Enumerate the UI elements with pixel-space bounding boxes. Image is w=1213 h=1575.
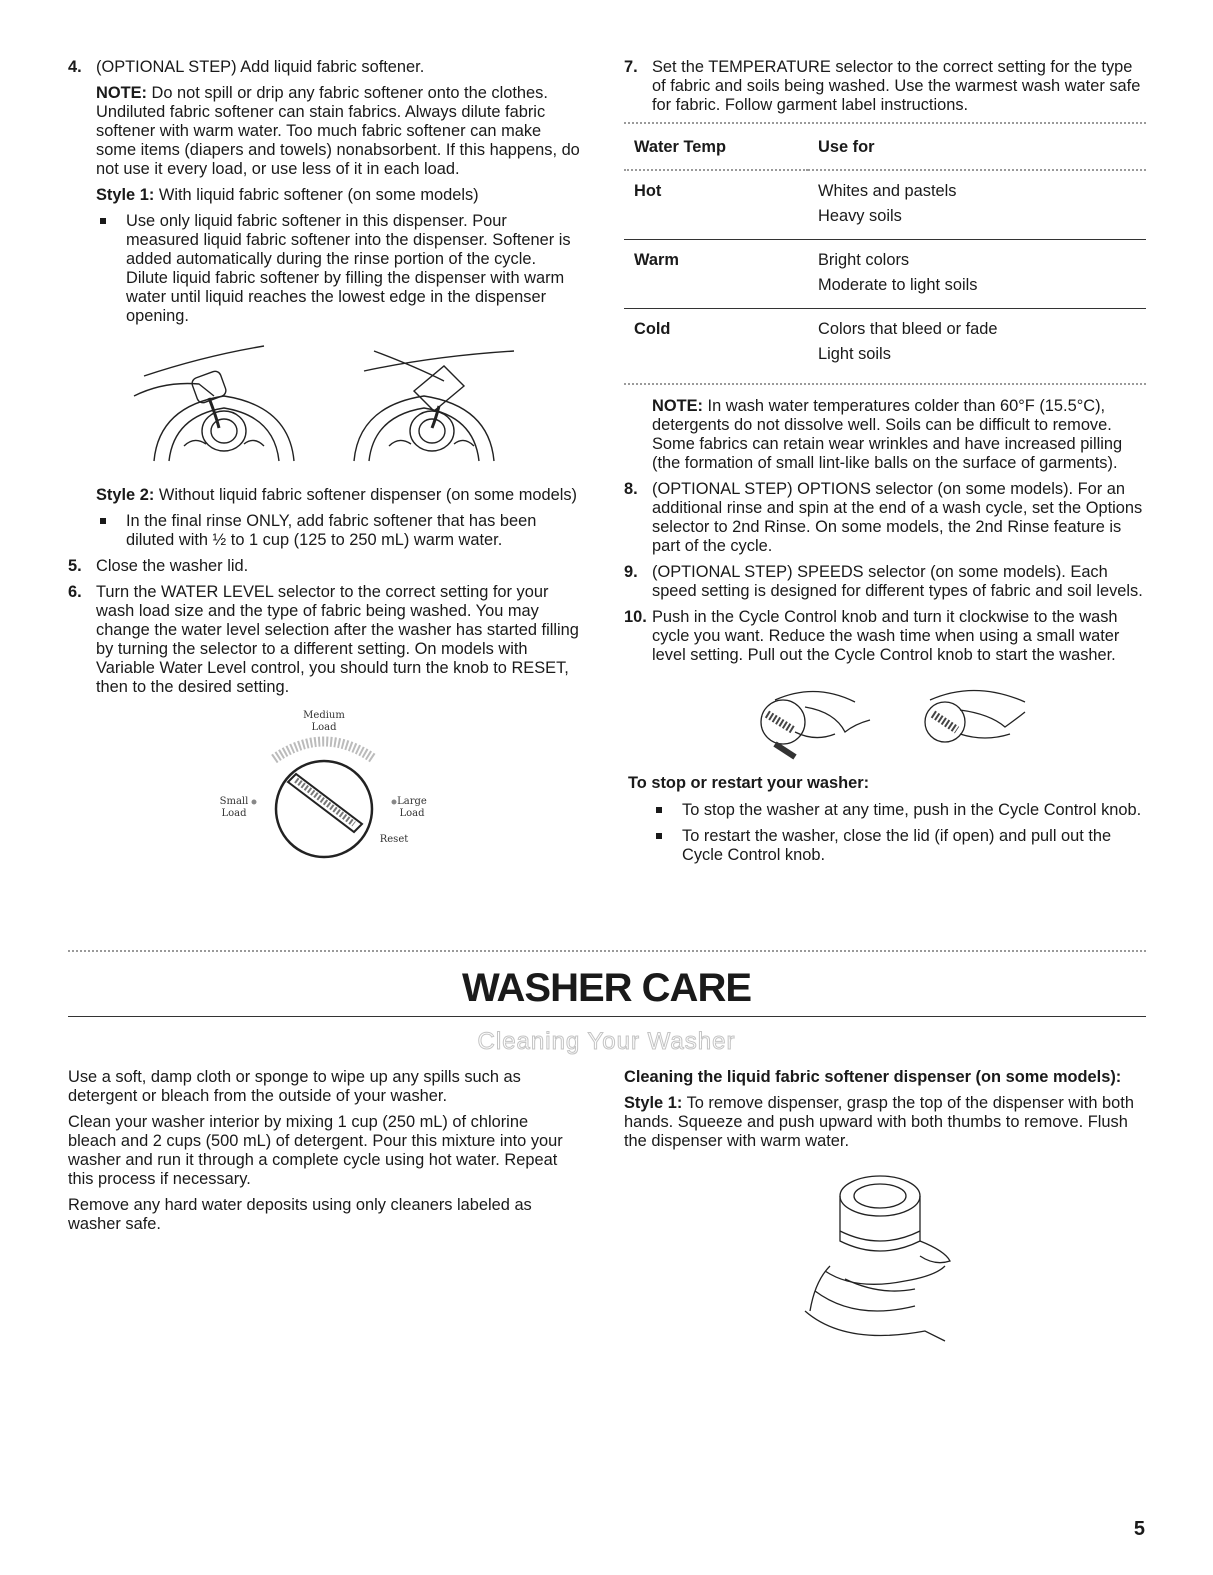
care-paragraph: Remove any hard water deposits using only cleaners labeled as washer safe. <box>68 1196 532 1233</box>
note-text: Do not spill or drip any fabric softener onto the clothes. Undiluted fabric softener can stain fabrics. Always dilute fabric softener with warm water. Too much fabric softener can make some items (diapers and towels) nonabsorbent. If this happens, do not use it every load, or use less of it in each load. <box>96 84 580 178</box>
bullet-square-icon <box>100 218 106 224</box>
water-temp-table <box>624 130 1146 377</box>
style-2-heading <box>68 486 580 505</box>
pour-softener-illustration <box>114 336 534 476</box>
water-level-dial-illustration <box>204 704 444 864</box>
table-row <box>624 170 1146 240</box>
step-number: 6. <box>68 583 82 601</box>
step-number: 5. <box>68 557 82 575</box>
style-1-heading <box>68 186 580 205</box>
table-header-row <box>624 130 1146 170</box>
step-4 <box>68 58 580 77</box>
style-text: To remove dispenser, grasp the top of the dispenser with both hands. Squeeze and push upward with both thumbs to remove. Flush the dispenser with warm water. <box>624 1094 1134 1150</box>
step-number: 10. <box>624 608 647 626</box>
left-column <box>68 58 580 864</box>
style-label: Style 1: <box>96 186 155 204</box>
care-paragraph: Use a soft, damp cloth or sponge to wipe up any spills such as detergent or bleach from the outside of your washer. <box>68 1068 521 1105</box>
bullet-square-icon <box>100 518 106 524</box>
use-cell <box>808 170 1146 240</box>
table-top-rule <box>624 122 1146 124</box>
dial-label-small: Small <box>219 796 249 807</box>
step-text: Close the washer lid. <box>96 557 249 575</box>
step-number: 4. <box>68 58 82 76</box>
use-line: Bright colors <box>818 251 910 269</box>
style-2-bullet <box>68 512 580 550</box>
title-underline <box>68 1016 1146 1017</box>
temp-cell: Cold <box>624 309 808 378</box>
bullet-square-icon <box>656 807 662 813</box>
bullet-text: Use only liquid fabric softener in this dispenser. Pour measured liquid fabric softener into the dispenser. Softener is added automatically during the rinse portion of the cycle. Dilute liquid fabric softener by filling the dispenser with warm water until liquid reaches the lowest edge in the dispenser opening. <box>126 212 571 325</box>
header-water-temp: Water Temp <box>634 138 726 156</box>
dispenser-removal-illustration <box>785 1171 985 1351</box>
use-cell <box>808 240 1146 309</box>
step-text: Push in the Cycle Control knob and turn it clockwise to the wash cycle you want. Reduce the wash time when using a small water level setting. Pull out the Cycle Control knob to start the washer. <box>652 608 1120 664</box>
step-9 <box>624 563 1146 601</box>
temp-cell: Warm <box>624 240 808 309</box>
step-6 <box>68 583 580 697</box>
washer-care-title: WASHER CARE <box>461 966 752 1010</box>
dial-label-large: Large <box>397 796 427 807</box>
temp-cell: Hot <box>624 170 808 240</box>
cleaning-subtitle: Cleaning Your Washer <box>477 1028 736 1055</box>
table-row <box>624 309 1146 378</box>
section-divider <box>68 950 1146 952</box>
step-7 <box>624 58 1146 115</box>
stop-restart-heading: To stop or restart your washer: <box>628 774 870 792</box>
step-5 <box>68 557 580 576</box>
note-label: NOTE: <box>652 397 703 415</box>
step-text: Set the TEMPERATURE selector to the correct setting for the type of fabric and soils being washed. Use the warmest wash water safe for fabric. Follow garment label instructions. <box>652 58 1141 114</box>
dial-label-large-load: Load <box>399 808 425 819</box>
right-column <box>624 58 1146 872</box>
style-label: Style 1: <box>624 1094 683 1112</box>
temperature-note <box>624 397 1146 473</box>
use-line: Colors that bleed or fade <box>818 320 998 338</box>
style-text: Without liquid fabric softener dispenser (on some models) <box>154 486 578 504</box>
step-text: (OPTIONAL STEP) OPTIONS selector (on some models). For an additional rinse and spin at the end of a wash cycle, set the Options selector to 2nd Rinse. On some models, the 2nd Rinse feature is part of the cycle. <box>652 480 1143 555</box>
table-bottom-rule <box>624 383 1146 385</box>
cycle-knob-illustration <box>735 672 1035 762</box>
dispenser-cleaning-heading <box>624 1068 1146 1087</box>
care-paragraph: Clean your washer interior by mixing 1 cup (250 mL) of chlorine bleach and 2 cups (500 mL) of detergent. Pour this mixture into your washer and run it through a complete cycle using hot water. Repeat this process if necessary. <box>68 1113 563 1188</box>
note-text: In wash water temperatures colder than 60°F (15.5°C), detergents do not dissolve well. Soils can be difficult to remove. Some fabrics can retain wear wrinkles and have increased pilling (the formation of small lint-like balls on the surface of garments). <box>652 397 1123 472</box>
step-text: Turn the WATER LEVEL selector to the correct setting for your wash load size and the type of fabric being washed. You may change the water level selection after the washer has started filling by turning the selector to a different setting. On models with Variable Water Level control, you should turn the knob to RESET, then to the desired setting. <box>96 583 579 696</box>
dial-label-medium-load: Load <box>311 722 337 733</box>
dial-label-reset: Reset <box>379 834 409 845</box>
step-10 <box>624 608 1146 665</box>
restart-bullet <box>624 827 1146 865</box>
use-cell <box>808 309 1146 378</box>
page-number: 5 <box>1133 1518 1145 1540</box>
style-text: With liquid fabric softener (on some models) <box>154 186 479 204</box>
dial-label-medium: Medium <box>303 710 345 721</box>
table-row <box>624 240 1146 309</box>
step-number: 8. <box>624 480 638 498</box>
step-text: (OPTIONAL STEP) Add liquid fabric softener. <box>96 58 425 76</box>
use-line: Light soils <box>818 345 891 363</box>
bullet-text: To restart the washer, close the lid (if open) and pull out the Cycle Control knob. <box>682 827 1112 864</box>
note-label: NOTE: <box>96 84 147 102</box>
style-label: Style 2: <box>96 486 155 504</box>
step-8 <box>624 480 1146 556</box>
heading-text: Cleaning the liquid fabric softener dispenser (on some models): <box>624 1068 1122 1086</box>
dispenser-style-paragraph <box>624 1094 1146 1151</box>
bullet-text: In the final rinse ONLY, add fabric softener that has been diluted with ½ to 1 cup (125 to 250 mL) warm water. <box>126 512 537 549</box>
use-line: Heavy soils <box>818 207 902 225</box>
dial-label-small-load: Load <box>221 808 247 819</box>
step-number: 7. <box>624 58 638 76</box>
bullet-text: To stop the washer at any time, push in the Cycle Control knob. <box>682 801 1142 819</box>
bullet-square-icon <box>656 833 662 839</box>
use-line: Whites and pastels <box>818 182 957 200</box>
use-line: Moderate to light soils <box>818 276 978 294</box>
care-left-column <box>68 1068 580 1241</box>
header-use-for: Use for <box>818 138 875 156</box>
care-right-column <box>624 1068 1146 1351</box>
stop-bullet <box>624 801 1146 820</box>
step-text: (OPTIONAL STEP) SPEEDS selector (on some models). Each speed setting is designed for different types of fabric and soil levels. <box>652 563 1143 600</box>
step-number: 9. <box>624 563 638 581</box>
style-1-bullet <box>68 212 580 326</box>
softener-note <box>68 84 580 179</box>
